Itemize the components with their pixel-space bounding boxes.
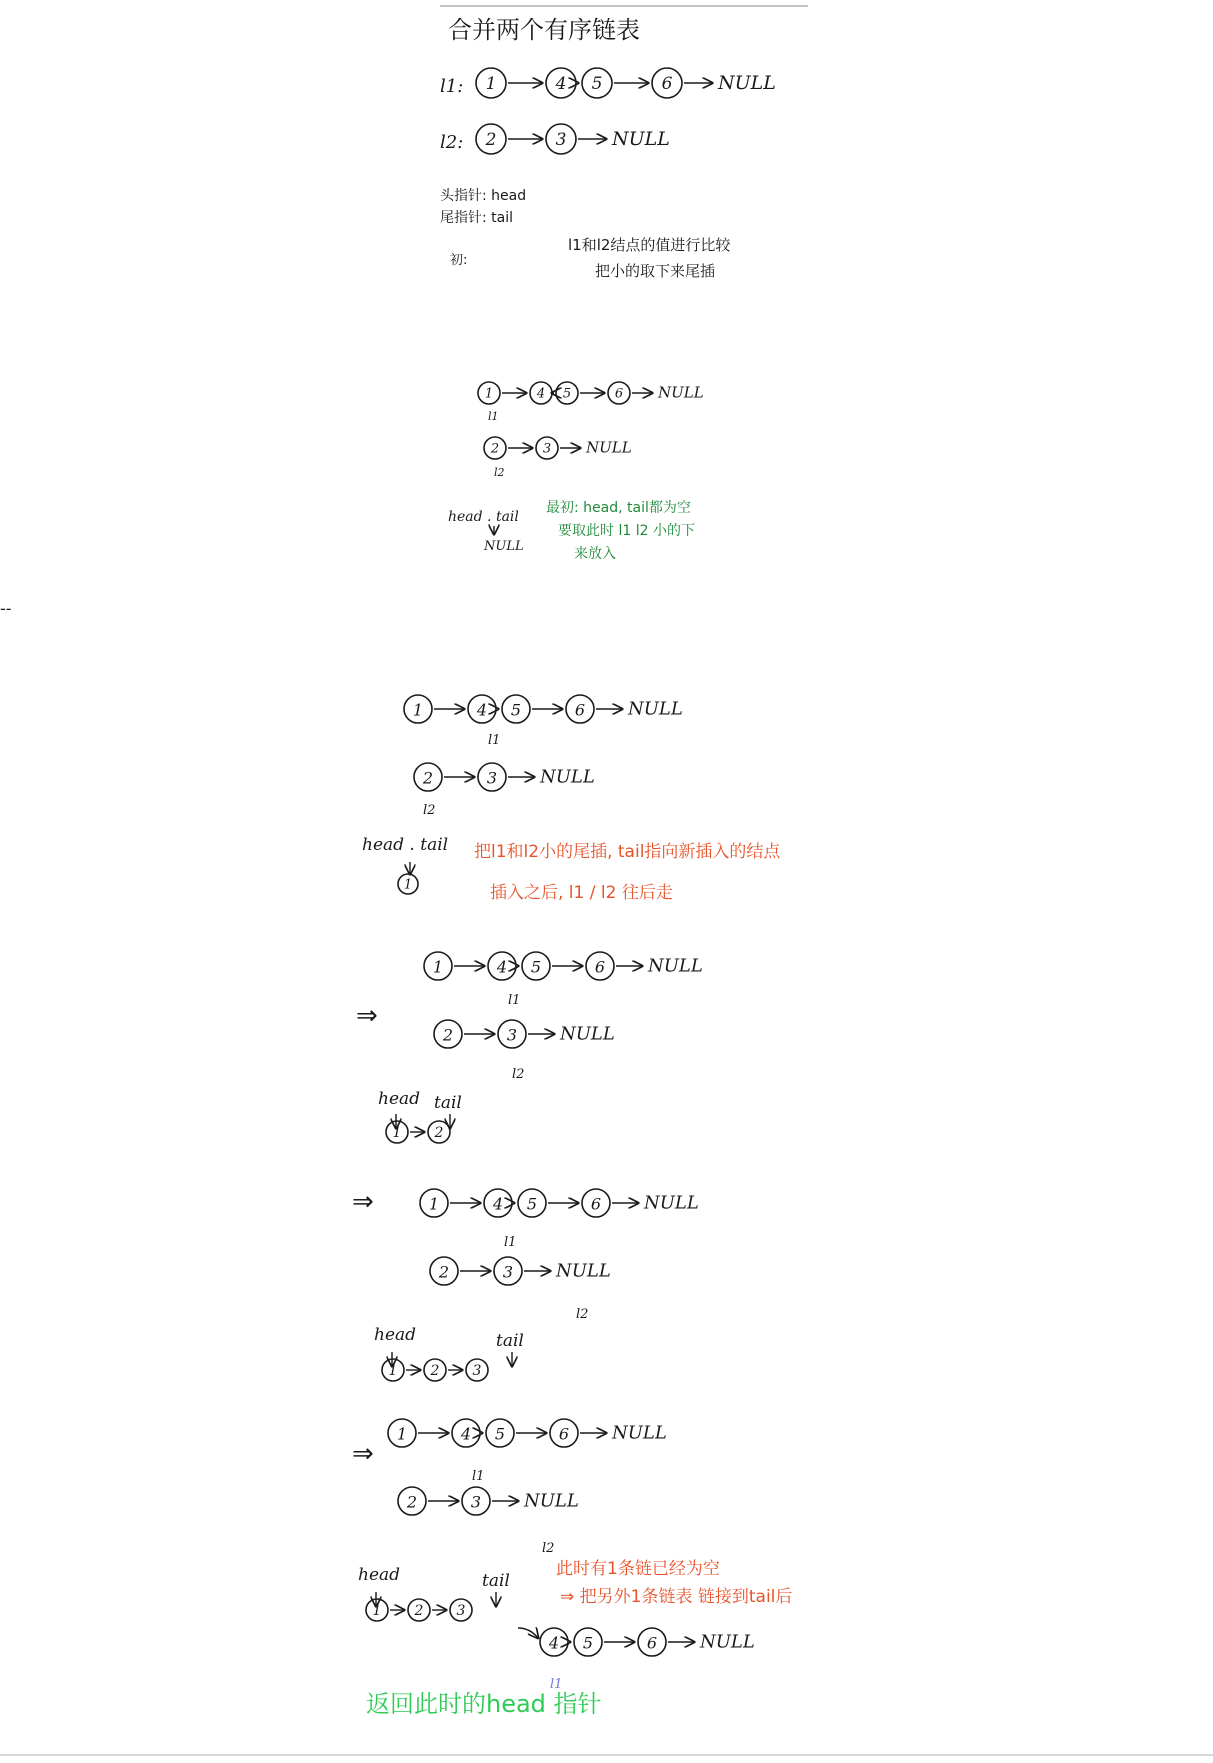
compare-note-2: 把小的取下来尾插 — [595, 262, 716, 280]
node-value: 6 — [574, 700, 586, 720]
node-value: 6 — [614, 386, 624, 402]
node-value: 1 — [432, 957, 444, 977]
null-label: NULL — [524, 1490, 579, 1512]
step2-l1-pointer: l1 — [508, 993, 521, 1008]
node-value: 6 — [594, 957, 606, 977]
l2-label: l2: — [440, 132, 464, 153]
step4-list-l2 — [398, 1487, 579, 1515]
step2-result-list — [386, 1121, 450, 1143]
null-label: NULL — [700, 1631, 755, 1653]
node-value: 1 — [403, 877, 413, 893]
null-label: NULL — [586, 438, 632, 457]
null-label: NULL — [560, 1023, 615, 1045]
step0-list-l2 — [484, 437, 632, 459]
node-value: 3 — [470, 1492, 482, 1512]
null-label: NULL — [658, 383, 704, 402]
step1-head-tail: head . tail — [362, 835, 449, 855]
step3-list-l1 — [420, 1189, 699, 1217]
step1-result-list — [398, 874, 418, 894]
step2-list-l2 — [434, 1020, 615, 1048]
null-label: NULL — [628, 698, 683, 720]
step4-link-arrow — [518, 1628, 538, 1638]
step3-tail: tail — [496, 1331, 524, 1351]
node-value: 4 — [496, 957, 508, 977]
step4-remaining-list — [540, 1628, 755, 1656]
null-label: NULL — [540, 766, 595, 788]
node-value: 1 — [412, 700, 424, 720]
node-value: 2 — [406, 1492, 418, 1512]
compare-note-1: l1和l2结点的值进行比较 — [568, 236, 731, 254]
node-value: 1 — [372, 1603, 382, 1619]
node-value: 6 — [558, 1424, 570, 1444]
node-value: 3 — [506, 1025, 518, 1045]
null-label: NULL — [644, 1192, 699, 1214]
step3-list-l2 — [430, 1257, 611, 1285]
init-label: 初: — [450, 253, 468, 268]
green-note-3: 来放入 — [574, 546, 616, 562]
node-value: 1 — [388, 1363, 398, 1379]
step4-tail: tail — [482, 1571, 510, 1591]
intro-list-l2 — [476, 124, 670, 154]
node-value: 6 — [646, 1633, 658, 1653]
node-value: 3 — [555, 130, 567, 150]
step4-head: head — [358, 1565, 401, 1585]
node-value: 4 — [548, 1633, 560, 1653]
step0-null: NULL — [484, 539, 524, 554]
green-note-1: 最初: head, tail都为空 — [546, 500, 691, 516]
node-value: 2 — [485, 130, 497, 150]
node-value: 2 — [430, 1363, 440, 1379]
node-value: 4 — [536, 386, 546, 402]
null-label: NULL — [648, 955, 703, 977]
divider: -- — [0, 599, 12, 618]
step2-list-l1 — [424, 952, 703, 980]
node-value: 4 — [476, 700, 488, 720]
step0-list-l1 — [478, 382, 704, 404]
step4-l2-pointer: l2 — [542, 1541, 555, 1556]
step2-arrow: ⇒ — [356, 1001, 378, 1031]
node-value: 5 — [582, 1633, 594, 1653]
node-value: 1 — [396, 1424, 408, 1444]
head-pointer-def: 头指针: head — [440, 188, 527, 204]
node-value: 1 — [484, 386, 494, 402]
l1-label: l1: — [440, 76, 464, 97]
node-value: 2 — [490, 441, 500, 457]
node-value: 2 — [438, 1262, 450, 1282]
step4-l1-pointer: l1 — [472, 1469, 485, 1484]
step1-l2-pointer: l2 — [423, 803, 436, 818]
intro-list-l1 — [476, 68, 776, 98]
node-value: 5 — [494, 1424, 506, 1444]
green-note-2: 要取此时 l1 l2 小的下 — [558, 523, 695, 539]
node-value: 3 — [456, 1603, 466, 1619]
node-value: 2 — [422, 768, 434, 788]
null-label: NULL — [718, 71, 776, 94]
null-label: NULL — [556, 1260, 611, 1282]
node-value: 1 — [428, 1194, 440, 1214]
node-value: 2 — [434, 1125, 444, 1141]
step2-head: head — [378, 1089, 421, 1109]
step0-head-tail: head . tail — [448, 509, 519, 525]
red-note-4: ⇒ 把另外1条链表 链接到tail后 — [560, 1587, 793, 1607]
step3-arrow: ⇒ — [352, 1187, 374, 1217]
step4-arrow: ⇒ — [352, 1439, 374, 1469]
node-value: 4 — [555, 74, 567, 94]
node-value: 3 — [502, 1262, 514, 1282]
node-value: 5 — [510, 700, 522, 720]
step3-l1-pointer: l1 — [504, 1235, 517, 1250]
red-note-2: 插入之后, l1 / l2 往后走 — [490, 883, 673, 903]
step2-l2-pointer: l2 — [512, 1067, 525, 1082]
node-value: 3 — [472, 1363, 482, 1379]
node-value: 5 — [562, 386, 572, 402]
node-value: 1 — [485, 74, 497, 94]
null-label: NULL — [612, 127, 670, 150]
page-title: 合并两个有序链表 — [448, 16, 640, 44]
final-note: 返回此时的head 指针 — [366, 1690, 602, 1718]
node-value: 6 — [661, 74, 673, 94]
step4-result-list — [366, 1599, 472, 1621]
step3-head: head — [374, 1325, 417, 1345]
node-value: 3 — [486, 768, 498, 788]
node-value: 4 — [460, 1424, 472, 1444]
node-value: 1 — [392, 1125, 402, 1141]
node-value: 5 — [530, 957, 542, 977]
step0-l2-pointer: l2 — [494, 466, 505, 479]
step4-rest-l1-pointer: l1 — [550, 1677, 563, 1692]
node-value: 6 — [590, 1194, 602, 1214]
step3-l2-pointer: l2 — [576, 1307, 589, 1322]
step4-list-l1 — [388, 1419, 667, 1447]
node-value: 2 — [414, 1603, 424, 1619]
step3-result-list — [382, 1359, 488, 1381]
red-note-1: 把l1和l2小的尾插, tail指向新插入的结点 — [474, 842, 781, 862]
step1-list-l2 — [414, 763, 595, 791]
step0-l1-pointer: l1 — [488, 410, 499, 423]
node-value: 4 — [492, 1194, 504, 1214]
node-value: 3 — [542, 441, 552, 457]
red-note-3: 此时有1条链已经为空 — [556, 1559, 720, 1579]
node-value: 5 — [591, 74, 603, 94]
tail-pointer-def: 尾指针: tail — [440, 210, 514, 226]
step1-list-l1 — [404, 695, 683, 723]
step1-l1-pointer: l1 — [488, 733, 501, 748]
node-value: 2 — [442, 1025, 454, 1045]
step2-tail: tail — [434, 1093, 462, 1113]
null-label: NULL — [612, 1422, 667, 1444]
node-value: 5 — [526, 1194, 538, 1214]
